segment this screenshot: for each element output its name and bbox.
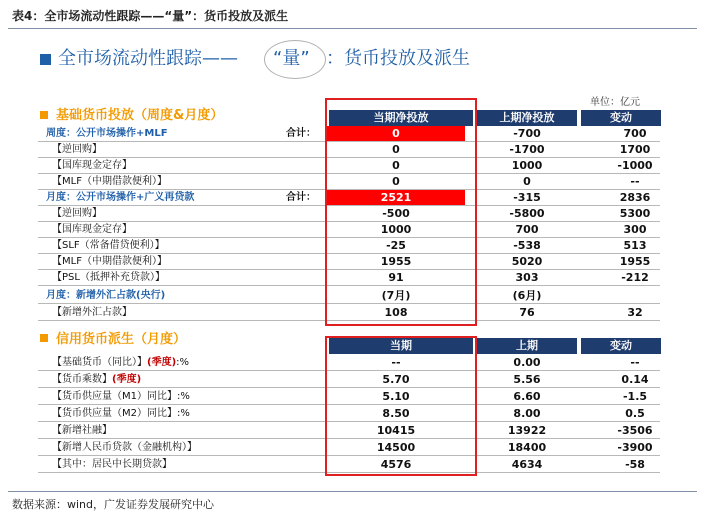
s1-header-change: 变动 bbox=[581, 110, 661, 126]
highlight-box-current-s2 bbox=[325, 336, 477, 476]
row-label: 【PSL（抵押补充贷款）】 bbox=[52, 272, 165, 283]
cell-previous: 303 bbox=[515, 271, 539, 284]
cell-current: 108 bbox=[384, 306, 408, 319]
cell-current: 1000 bbox=[380, 223, 412, 236]
row-label: 【货币乘数】(季度) bbox=[52, 374, 142, 385]
row-label: 【新增外汇占款】 bbox=[52, 307, 132, 318]
cell-previous: 6.60 bbox=[513, 390, 541, 403]
cell-current: 0 bbox=[327, 126, 465, 141]
figure-caption: 表4：全市场流动性跟踪——“量”：货币投放及派生 bbox=[12, 9, 289, 23]
cell-change: -1000 bbox=[617, 159, 653, 172]
cell-change bbox=[583, 288, 687, 303]
heading-part-c: ：货币投放及派生 bbox=[326, 48, 470, 69]
cell-current: 0 bbox=[392, 159, 400, 172]
row-label: 【国库现金定存】 bbox=[52, 224, 132, 235]
cell-change: 2836 bbox=[619, 191, 651, 204]
highlight-box-current-s1 bbox=[325, 98, 477, 326]
cell-previous: (6月) bbox=[512, 289, 542, 302]
data-source-note: 数据来源：wind，广发证券发展研究中心 bbox=[12, 498, 215, 511]
row-label: 【新增社融】 bbox=[52, 425, 112, 436]
s2-header-previous: 上期 bbox=[477, 338, 577, 354]
cell-previous: -700 bbox=[513, 127, 541, 140]
cell-previous: -1700 bbox=[509, 143, 545, 156]
cell-current: 0 bbox=[392, 143, 400, 156]
cell-current: -- bbox=[391, 356, 401, 369]
cell-change: 0.14 bbox=[621, 373, 649, 386]
cell-change: 32 bbox=[627, 306, 643, 319]
cell-current: 5.70 bbox=[382, 373, 410, 386]
cell-previous: -5800 bbox=[509, 207, 545, 220]
cell-change: -3506 bbox=[617, 424, 653, 437]
sum-label: 合计： bbox=[286, 192, 316, 203]
s1-header-previous: 上期净投放 bbox=[477, 110, 577, 126]
heading-bullet-icon bbox=[40, 54, 51, 65]
cell-current: 14500 bbox=[376, 441, 416, 454]
cell-change: 1700 bbox=[619, 143, 651, 156]
cell-current: 91 bbox=[388, 271, 404, 284]
cell-previous: -538 bbox=[513, 239, 541, 252]
row-label: 【SLF（常备借贷便利）】 bbox=[52, 240, 165, 251]
row-label: 【逆回购】 bbox=[52, 144, 102, 155]
cell-previous: 0 bbox=[523, 175, 531, 188]
cell-previous: 5.56 bbox=[513, 373, 541, 386]
section1-bullet-icon bbox=[40, 111, 48, 119]
cell-previous: 5020 bbox=[511, 255, 543, 268]
row-label: 【新增人民币贷款（金融机构）】 bbox=[52, 442, 197, 453]
section2-title: 信用货币派生（月度） bbox=[56, 332, 187, 347]
cell-change: -- bbox=[630, 356, 640, 369]
s1-header-current: 当期净投放 bbox=[329, 110, 473, 126]
row-label: 月度：新增外汇占款(央行) bbox=[46, 290, 166, 301]
section1-title: 基础货币投放（周度&月度） bbox=[56, 108, 224, 123]
cell-change: -58 bbox=[625, 458, 645, 471]
cell-current: 1955 bbox=[380, 255, 412, 268]
cell-change: -1.5 bbox=[622, 390, 648, 403]
row-label: 【MLF（中期借款便利）】 bbox=[52, 256, 167, 267]
s2-header-current: 当期 bbox=[329, 338, 473, 354]
cell-previous: 0.00 bbox=[513, 356, 541, 369]
cell-current: 4576 bbox=[380, 458, 412, 471]
row-label: 【货币供应量（M1）同比】:% bbox=[52, 391, 190, 402]
cell-change: -212 bbox=[621, 271, 649, 284]
row-label: 【货币供应量（M2）同比】:% bbox=[52, 408, 190, 419]
s2-header-change: 变动 bbox=[581, 338, 661, 354]
cell-previous: -315 bbox=[513, 191, 541, 204]
cell-current: -25 bbox=[386, 239, 406, 252]
cell-change: -3900 bbox=[617, 441, 653, 454]
cell-change: -- bbox=[630, 175, 640, 188]
cell-current: 0 bbox=[392, 175, 400, 188]
row-label: 【其中：居民中长期贷款】 bbox=[52, 459, 172, 470]
cell-current: 5.10 bbox=[382, 390, 410, 403]
cell-previous: 700 bbox=[515, 223, 539, 236]
heading-part-a: 全市场流动性跟踪—— bbox=[58, 48, 238, 69]
cell-change: 5300 bbox=[619, 207, 651, 220]
row-label: 【逆回购】 bbox=[52, 208, 102, 219]
cell-previous: 8.00 bbox=[513, 407, 541, 420]
cell-change: 513 bbox=[623, 239, 647, 252]
sum-label: 合计： bbox=[286, 128, 316, 139]
cell-change: 300 bbox=[623, 223, 647, 236]
cell-current: 2521 bbox=[327, 190, 465, 205]
row-label: 周度：公开市场操作+MLF bbox=[46, 128, 168, 139]
cell-change: 0.5 bbox=[625, 407, 645, 420]
cell-previous: 4634 bbox=[511, 458, 543, 471]
cell-change: 700 bbox=[623, 127, 647, 140]
row-label: 【MLF（中期借款便利）】 bbox=[52, 176, 167, 187]
cell-previous: 76 bbox=[519, 306, 535, 319]
unit-label: 单位：亿元 bbox=[590, 97, 640, 108]
cell-current: -500 bbox=[382, 207, 410, 220]
row-label: 月度：公开市场操作+广义再贷款 bbox=[46, 192, 195, 203]
cell-previous: 1000 bbox=[511, 159, 543, 172]
top-divider bbox=[8, 28, 697, 29]
cell-current: (7月) bbox=[381, 289, 411, 302]
cell-current: 10415 bbox=[376, 424, 416, 437]
cell-previous: 13922 bbox=[507, 424, 547, 437]
section2-bullet-icon bbox=[40, 334, 48, 342]
cell-previous: 18400 bbox=[507, 441, 547, 454]
row-label: 【基础货币（同比）】(季度):% bbox=[52, 357, 190, 368]
cell-change: 1955 bbox=[619, 255, 651, 268]
bottom-divider bbox=[8, 491, 697, 492]
cell-current: 8.50 bbox=[382, 407, 410, 420]
heading-part-b: “量” bbox=[273, 48, 310, 69]
row-label: 【国库现金定存】 bbox=[52, 160, 132, 171]
